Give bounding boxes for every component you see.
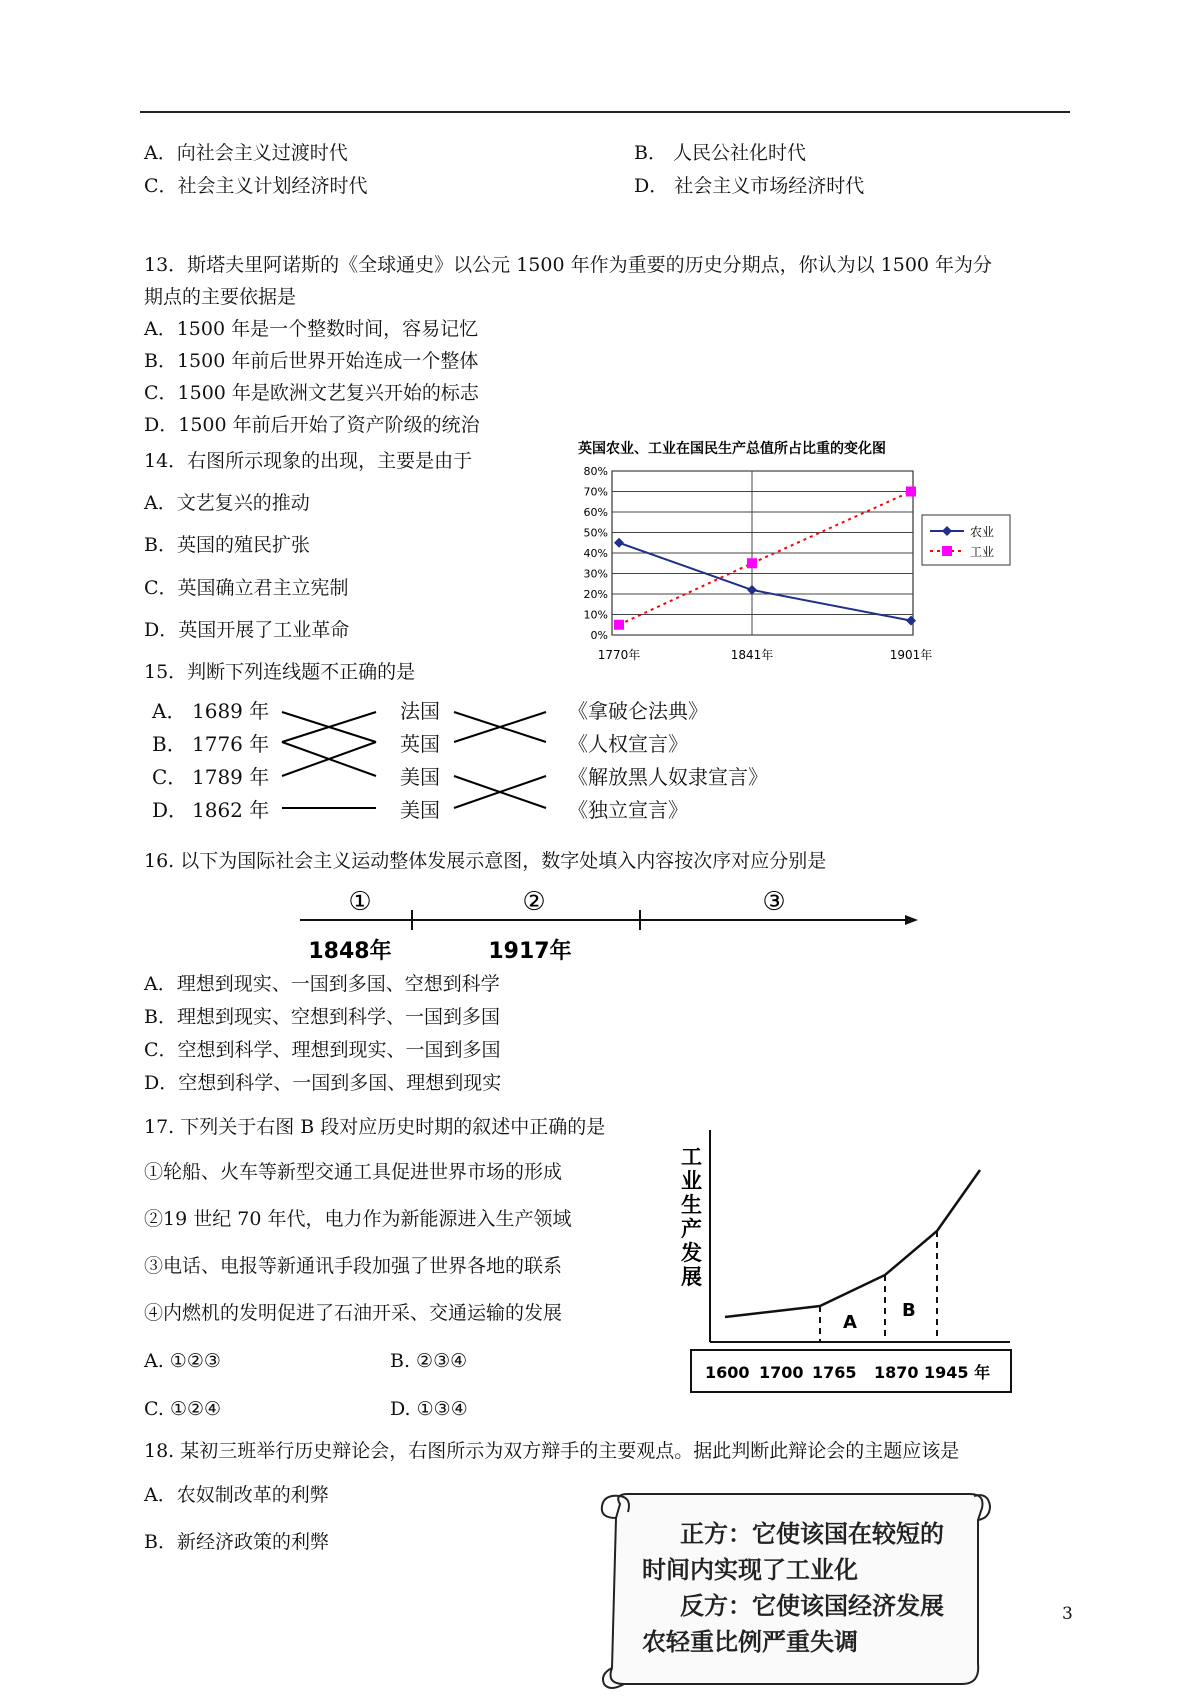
x-label: 1945 年: [924, 1363, 991, 1382]
ylabel-char: 发: [681, 1241, 702, 1265]
q12-option-a: A．向社会主义过渡时代: [144, 142, 348, 164]
chart-title: 英国农业、工业在国民生产总值所占比重的变化图: [578, 441, 886, 457]
segment-label-b: B: [902, 1300, 916, 1321]
ylabel-char: 生: [681, 1193, 702, 1217]
q17-option-d: D. ①③④: [390, 1398, 468, 1420]
y-tick-label: 10%: [583, 608, 608, 622]
q12-option-b: B． 人民公社化时代: [634, 142, 807, 164]
x-label: 1870: [874, 1363, 919, 1382]
q15-stem: 15．判断下列连线题不正确的是: [144, 661, 416, 683]
figure-y-label: [681, 1145, 702, 1289]
q15-year: 1689 年: [192, 699, 270, 723]
chart-legend: [922, 515, 1010, 565]
growth-curve: [725, 1170, 980, 1317]
q15-row-label: D．: [152, 798, 189, 822]
q15-document: 《解放黑人奴隶宣言》: [568, 765, 768, 789]
q14-option-d: D．英国开展了工业革命: [144, 619, 350, 641]
q15-country: 法国: [400, 699, 440, 723]
q15-country: 美国: [400, 798, 440, 822]
q16-option-d: D．空想到科学、一国到多国、理想到现实: [144, 1072, 502, 1094]
q15-document: 《人权宣言》: [568, 732, 688, 756]
q17-industrial-growth-figure: [675, 1120, 1025, 1400]
legend-label-农业: 农业: [970, 525, 995, 539]
q13-stem-line1: 13．斯塔夫里阿诺斯的《全球通史》以公元 1500 年作为重要的历史分期点，你认为以 1500 年为分: [144, 254, 993, 276]
y-tick-label: 60%: [583, 506, 608, 519]
segment-label-a: A: [843, 1312, 857, 1333]
x-tick-label: 1841年: [730, 648, 774, 662]
q12-option-c: C．社会主义计划经济时代: [144, 175, 368, 197]
q15-country: 英国: [400, 732, 440, 756]
y-tick-label: 80%: [583, 465, 608, 478]
legend-marker-工业: [942, 546, 952, 556]
q17-statement-2: ②19 世纪 70 年代，电力作为新能源进入生产领域: [144, 1208, 572, 1230]
ylabel-char: 业: [681, 1169, 702, 1193]
data-point-工业: [614, 620, 624, 630]
q15-year: 1776 年: [192, 732, 270, 756]
q13-option-c: C．1500 年是欧洲文艺复兴开始的标志: [144, 382, 479, 404]
page-number: 3: [1062, 1604, 1073, 1624]
q15-year: 1789 年: [192, 765, 270, 789]
x-tick-label: 1770年: [597, 648, 641, 662]
header-rule: [140, 111, 1070, 113]
y-tick-label: 70%: [583, 485, 608, 499]
q15-document: 《拿破仑法典》: [568, 699, 708, 723]
q18-option-b: B．新经济政策的利弊: [144, 1531, 329, 1553]
scroll-line-1: 正方：它使该国在较短的: [680, 1520, 944, 1548]
x-tick-label: 1901年: [889, 648, 933, 662]
legend-box: [922, 515, 1010, 565]
q17-statement-4: ④内燃机的发明促进了石油开采、交通运输的发展: [144, 1302, 563, 1324]
y-tick-label: 40%: [583, 547, 608, 560]
q15-connector-lines-right: [450, 700, 570, 830]
y-tick-label: 30%: [583, 567, 608, 581]
q14-option-a: A．文艺复兴的推动: [144, 492, 310, 514]
q13-stem-line2: 期点的主要依据是: [144, 286, 297, 308]
ylabel-char: 产: [681, 1217, 702, 1241]
q12-option-d: D． 社会主义市场经济时代: [634, 175, 865, 197]
q14-line-chart: [560, 435, 1020, 670]
q13-option-b: B．1500 年前后世界开始连成一个整体: [144, 350, 479, 372]
q17-option-c: C. ①②④: [144, 1398, 222, 1420]
q18-stem: 18. 某初三班举行历史辩论会，右图所示为双方辩手的主要观点。据此判断此辩论会的主题应该是: [144, 1440, 960, 1462]
x-label: 1700: [759, 1363, 804, 1382]
q14-stem: 14．右图所示现象的出现，主要是由于: [144, 450, 473, 472]
timeline-mark-3: ③: [762, 887, 786, 917]
chart-y-tick-labels: [584, 465, 608, 642]
q17-statement-1: ①轮船、火车等新型交通工具促进世界市场的形成: [144, 1161, 563, 1183]
q17-option-b: B. ②③④: [390, 1350, 468, 1372]
timeline-mark-2: ②: [522, 887, 546, 917]
timeline-year-1917: 1917年: [488, 939, 572, 964]
q14-option-c: C．英国确立君主立宪制: [144, 577, 349, 599]
timeline-year-1848: 1848年: [308, 939, 392, 964]
q15-document: 《独立宣言》: [568, 798, 688, 822]
q13-option-a: A．1500 年是一个整数时间，容易记忆: [144, 318, 479, 340]
scroll-line-3: 反方：它使该国经济发展: [680, 1592, 944, 1620]
q17-statement-3: ③电话、电报等新通讯手段加强了世界各地的联系: [144, 1255, 563, 1277]
x-label: 1765: [812, 1363, 857, 1382]
timeline-arrow: [905, 915, 918, 925]
data-point-工业: [747, 558, 757, 568]
chart-gridlines: [612, 471, 913, 635]
q16-option-c: C．空想到科学、理想到现实、一国到多国: [144, 1039, 501, 1061]
q15-row-label: A．: [152, 699, 187, 723]
chart-x-tick-labels: [598, 647, 933, 662]
scroll-line-4: 农轻重比例严重失调: [642, 1628, 858, 1656]
ylabel-char: 展: [681, 1265, 702, 1289]
ylabel-char: 工: [681, 1145, 702, 1169]
q16-stem: 16. 以下为国际社会主义运动整体发展示意图，数字处填入内容按次序对应分别是: [144, 850, 827, 872]
legend-label-工业: 工业: [970, 545, 995, 559]
q14-option-b: B．英国的殖民扩张: [144, 534, 310, 556]
data-point-工业: [906, 487, 916, 497]
q15-country: 美国: [400, 765, 440, 789]
q16-timeline: [290, 880, 920, 970]
q18-option-a: A．农奴制改革的利弊: [144, 1484, 329, 1506]
q16-option-b: B．理想到现实、空想到科学、一国到多国: [144, 1006, 500, 1028]
y-tick-label: 50%: [583, 526, 608, 540]
q17-option-a: A. ①②③: [144, 1350, 221, 1372]
q17-stem: 17. 下列关于右图 B 段对应历史时期的叙述中正确的是: [144, 1116, 606, 1138]
scroll-line-2: 时间内实现了工业化: [642, 1556, 858, 1584]
q15-year: 1862 年: [192, 798, 270, 822]
figure-x-labels: [705, 1363, 990, 1382]
y-tick-label: 0%: [590, 629, 608, 642]
q16-option-a: A．理想到现实、一国到多国、空想到科学: [144, 973, 500, 995]
q18-debate-scroll: [590, 1488, 995, 1693]
q15-row-label: C．: [152, 765, 188, 789]
q13-option-d: D．1500 年前后开始了资产阶级的统治: [144, 414, 480, 436]
y-tick-label: 20%: [583, 588, 608, 601]
q15-row-label: B．: [152, 732, 187, 756]
x-label: 1600: [705, 1363, 750, 1382]
timeline-mark-1: ①: [348, 887, 372, 917]
